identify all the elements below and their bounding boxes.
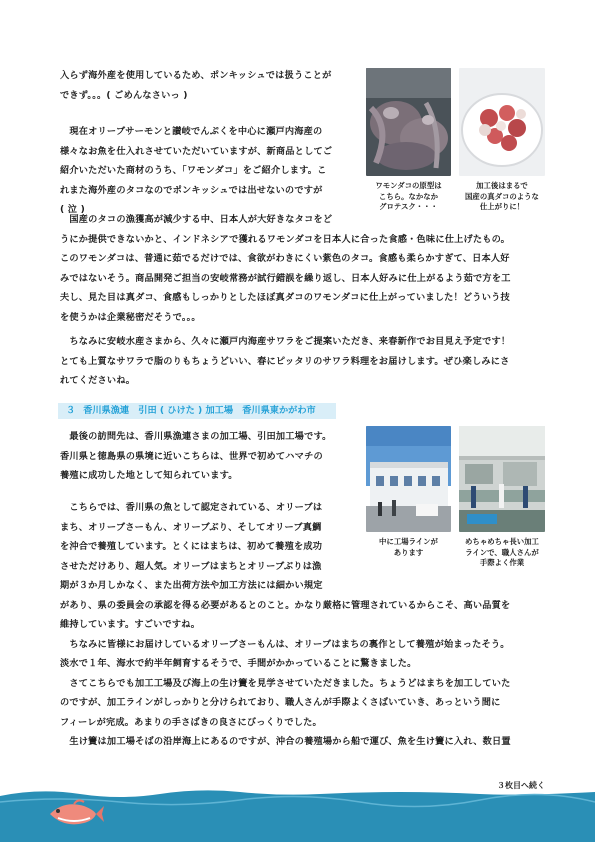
processed-octopus-caption	[452, 181, 552, 213]
fish-icon	[44, 796, 106, 832]
text-line: れてくださいね。	[60, 375, 136, 386]
caption-line: 手際よく作業	[479, 558, 525, 567]
text-line: を沖合で養殖しています。とくにはまちは、初めて養殖を成功	[60, 541, 323, 552]
paragraph-wamondako	[60, 210, 511, 327]
text-line: 紹介いただいた商材のうち、「ワモンダコ」をご紹介します。こ	[60, 165, 327, 176]
continue-note: ３枚目へ続く	[497, 781, 545, 790]
raw-octopus-caption	[366, 181, 451, 213]
section-heading	[58, 403, 336, 419]
text-line: ちなみに皆様にお届けしているオリーブさーもんは、オリーブはまちの裏作として養殖が始まったそう。	[60, 638, 510, 650]
paragraph-hiketa-intro	[60, 427, 332, 486]
caption-line: こちら。なかなか	[378, 191, 439, 201]
text-line: 香川県と徳島県の県境に近いこちらは、世界で初めてハマチの	[60, 450, 323, 462]
text-line: こちらでは、香川県の魚として認定されている、オリーブは	[60, 502, 323, 513]
text-line: 最後の訪問先は、香川県漁連さまの加工場、引田加工場です。	[60, 431, 332, 442]
caption-line: めちゃめちゃ長い加工	[465, 537, 539, 546]
text-line: うにか提供できないかと、インドネシアで獲れるワモンダコを日本人に合った食感・色味に仕上げたもの。	[60, 233, 511, 245]
text-line: さてこちらでも加工工場及び海上の生け簀を見学させていただきました。ちょうどはまちを加工していた	[60, 677, 511, 689]
text-line: とても上質なサワラで脂のりもちょうどいい、春にピッタリのサワラ料理をお届けします。ぜひ楽しみにさ	[60, 355, 510, 367]
caption-line: 加工後はまるで	[476, 181, 528, 190]
text-line: 様々なお魚を仕入れさせていただいていますが、新商品としてご	[60, 145, 333, 157]
text-line: みではないそう。商品開発ご担当の安岐常務が試行錯誤を繰り返し、日本人好みに仕上がるよう茹で方を工	[60, 272, 511, 284]
text-line: まち、オリーブさーもん、オリーブぶり、そしてオリーブ真鯛	[60, 521, 322, 533]
text-line: ちなみに安岐水産さまから、久々に瀬戸内海産サワラをご提案いただき、来春新作でお目見え予定です！	[60, 336, 511, 347]
raw-octopus-photo	[366, 68, 451, 176]
caption-line: グロテスク・・・	[379, 202, 438, 211]
processing-line-photo	[459, 426, 545, 532]
caption-line: あります	[393, 547, 424, 557]
intro-paragraph	[60, 66, 332, 105]
text-line: フィーレが完成。あまりの手さばきの良さにびっくりでした。	[60, 716, 322, 728]
text-line: このワモンダコは、普通に茹でるだけでは、食欲がわきにくい紫色のタコ。食感も柔らかすぎて、日本人好	[60, 253, 510, 264]
paragraph-sawara	[60, 332, 510, 391]
text-line: 夫し、見た目は真ダコ、食感もしっかりとしたほぼ真ダコのワモンダコに仕上がっていました！どういう技	[60, 292, 510, 303]
text-line: できず。。。( ごめんなさいっ )	[60, 89, 188, 101]
processing-line-caption	[452, 537, 552, 569]
factory-exterior-caption	[366, 537, 451, 558]
section-number: ３	[66, 405, 76, 416]
text-line: があり、県の委員会の承認を得る必要があるとのこと。かなり厳格に管理されているからこそ、高い品質を	[60, 599, 511, 611]
text-line: 淡水で１年、海水で約半年飼育するそうで、手間がかかっていることに驚きました。	[60, 658, 417, 669]
text-line: 養殖に成功した地として知られています。	[60, 470, 238, 481]
text-line: 生け簀は加工場そばの沿岸海上にあるのですが、沖合の養殖場から船で運び、魚を生け簀に入れ、数日置	[60, 736, 511, 747]
text-line: のですが、加工ラインがしっかりと分けられており、職人さんが手際よくさばいていき、あっという間に	[60, 697, 501, 708]
text-line: させただけあり、超人気。オリーブはまちとオリーブぶりは漁	[60, 560, 322, 572]
text-line: を使うかは企業秘密だそうで。。。	[60, 311, 201, 323]
caption-line: 国産の真ダコのような	[465, 191, 539, 201]
text-line: れまた海外産のタコなのでポンキッシュでは出せないのですが	[60, 184, 323, 196]
text-line: 現在オリーブサーモンと讃岐でんぷくを中心に瀬戸内海産の	[60, 126, 323, 137]
caption-line: 中に工場ラインが	[379, 537, 438, 546]
text-line: 維持しています。すごいですね。	[60, 619, 201, 630]
section-title: 香川県漁連 引田 ( ひけた ) 加工場 香川県東かがわ市	[83, 405, 316, 416]
factory-exterior-photo	[366, 426, 451, 532]
caption-line: ワモンダコの原型は	[375, 181, 442, 190]
paragraph-olive-salmon	[60, 122, 332, 220]
text-line: 期が３か月しかなく、また出荷方法や加工方法には細かい規定	[60, 580, 323, 591]
processed-octopus-photo	[459, 68, 545, 176]
text-line: ( 泣 )	[60, 204, 85, 215]
caption-line: 仕上がりに！	[479, 202, 525, 211]
caption-line: ラインで、職人さんが	[465, 547, 539, 557]
text-line: 国産のタコの漁獲高が減少する中、日本人が大好きなタコをど	[60, 214, 333, 225]
text-line: 入らず海外産を使用しているため、ポンキッシュでは扱うことが	[60, 70, 332, 81]
